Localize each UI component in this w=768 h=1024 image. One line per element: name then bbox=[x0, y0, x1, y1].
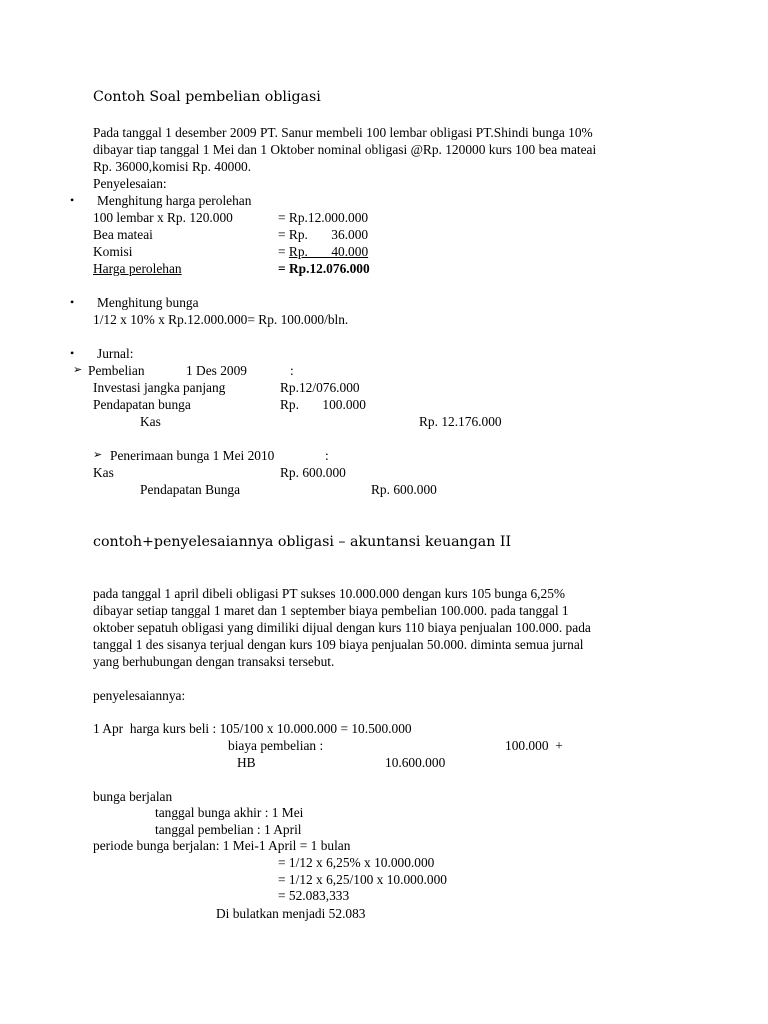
hb-label: HB bbox=[237, 755, 256, 770]
pembelian-label: Pembelian bbox=[88, 363, 145, 378]
section2-paragraph-line-5: yang berhubungan dengan transaksi tersebut. bbox=[93, 654, 335, 669]
rounded-result: Di bulatkan menjadi 52.083 bbox=[216, 906, 366, 921]
jurnal2-account-kas: Kas bbox=[93, 465, 114, 480]
bullet-icon: • bbox=[70, 193, 75, 207]
bunga-calculation: 1/12 x 10% x Rp.12.000.000= Rp. 100.000/bln. bbox=[93, 312, 349, 327]
komisi-amount: Rp. 40.000 bbox=[288, 244, 369, 259]
row-value-bea-mateai: = Rp. 36.000 bbox=[278, 227, 369, 242]
section2-paragraph-line-3: oktober sepatuh obligasi yang dimiliki dijual dengan kurs 110 biaya penjualan 100.000. pada bbox=[93, 620, 591, 635]
jurnal1-credit-kas: Rp. 12.176.000 bbox=[419, 414, 502, 429]
hb-value: 10.600.000 bbox=[385, 755, 446, 770]
calc-line-1: = 1/12 x 6,25% x 10.000.000 bbox=[278, 855, 435, 870]
arrow-bullet-icon: ➢ bbox=[93, 449, 103, 461]
row-value-harga-perolehan: = Rp.12.076.000 bbox=[278, 261, 370, 276]
penyelesaiannya-label: penyelesaiannya: bbox=[93, 688, 186, 703]
arrow-bullet-icon: ➢ bbox=[73, 364, 83, 376]
bullet-harga-perolehan: Menghitung harga perolehan bbox=[97, 193, 252, 208]
bunga-berjalan-label: bunga berjalan bbox=[93, 789, 173, 804]
jurnal1-account-pendapatan-bunga: Pendapatan bunga bbox=[93, 397, 191, 412]
calc-line-3: = 52.083,333 bbox=[278, 888, 350, 903]
bullet-icon: • bbox=[70, 346, 75, 360]
section1-paragraph-line-3: Rp. 36000,komisi Rp. 40000. bbox=[93, 159, 252, 174]
biaya-pembelian-label: biaya pembelian : bbox=[228, 738, 324, 753]
pembelian-colon: : bbox=[290, 363, 294, 378]
bullet-icon: • bbox=[70, 295, 75, 309]
row-label-lembar: 100 lembar x Rp. 120.000 bbox=[93, 210, 233, 225]
section1-paragraph-line-2: dibayar tiap tanggal 1 Mei dan 1 Oktober nominal obligasi @Rp. 120000 kurs 100 bea mateai bbox=[93, 142, 597, 157]
tanggal-bunga-akhir: tanggal bunga akhir : 1 Mei bbox=[155, 805, 304, 820]
penyelesaian-label: Penyelesaian: bbox=[93, 176, 167, 191]
pembelian-date: 1 Des 2009 bbox=[186, 363, 247, 378]
biaya-pembelian-value: 100.000 + bbox=[505, 738, 563, 753]
section2-title: contoh+penyelesaiannya obligasi – akuntansi keuangan II bbox=[93, 534, 512, 550]
jurnal1-account-investasi: Investasi jangka panjang bbox=[93, 380, 226, 395]
penerimaan-label: Penerimaan bunga 1 Mei 2010 bbox=[110, 448, 275, 463]
calc-line-2: = 1/12 x 6,25/100 x 10.000.000 bbox=[278, 872, 447, 887]
section2-paragraph-line-4: tanggal 1 des sisanya terjual dengan kurs 109 biaya penjualan 50.000. diminta semua jurnal bbox=[93, 637, 584, 652]
section2-paragraph-line-2: dibayar setiap tanggal 1 maret dan 1 september biaya pembelian 100.000. pada tanggal 1 bbox=[93, 603, 569, 618]
jurnal2-account-pendapatan-bunga: Pendapatan Bunga bbox=[140, 482, 241, 497]
penerimaan-colon: : bbox=[325, 448, 329, 463]
bullet-menghitung-bunga: Menghitung bunga bbox=[97, 295, 199, 310]
jurnal1-account-kas: Kas bbox=[140, 414, 161, 429]
row-value-lembar: = Rp.12.000.000 bbox=[278, 210, 369, 225]
section1-paragraph-line-1: Pada tanggal 1 desember 2009 PT. Sanur membeli 100 lembar obligasi PT.Shindi bunga 10% bbox=[93, 125, 593, 140]
periode-bunga-berjalan: periode bunga berjalan: 1 Mei-1 April = 1 bulan bbox=[93, 838, 351, 853]
komisi-equals: = bbox=[278, 244, 289, 259]
jurnal2-debit-kas: Rp. 600.000 bbox=[280, 465, 346, 480]
jurnal2-credit-pendapatan-bunga: Rp. 600.000 bbox=[371, 482, 437, 497]
jurnal1-debit-pendapatan-bunga: Rp. 100.000 bbox=[280, 397, 366, 412]
section2-paragraph-line-1: pada tanggal 1 april dibeli obligasi PT sukses 10.000.000 dengan kurs 105 bunga 6,25% bbox=[93, 586, 566, 601]
bullet-jurnal: Jurnal: bbox=[97, 346, 134, 361]
row-label-komisi: Komisi bbox=[93, 244, 133, 259]
row-value-komisi bbox=[278, 243, 368, 260]
apr-harga-kurs-line: 1 Apr harga kurs beli : 105/100 x 10.000.000 = 10.500.000 bbox=[93, 721, 412, 736]
section1-title: Contoh Soal pembelian obligasi bbox=[93, 89, 321, 105]
tanggal-pembelian: tanggal pembelian : 1 April bbox=[155, 822, 302, 837]
row-label-harga-perolehan: Harga perolehan bbox=[93, 261, 182, 276]
row-label-bea-mateai: Bea mateai bbox=[93, 227, 153, 242]
jurnal1-debit-investasi: Rp.12/076.000 bbox=[280, 380, 360, 395]
